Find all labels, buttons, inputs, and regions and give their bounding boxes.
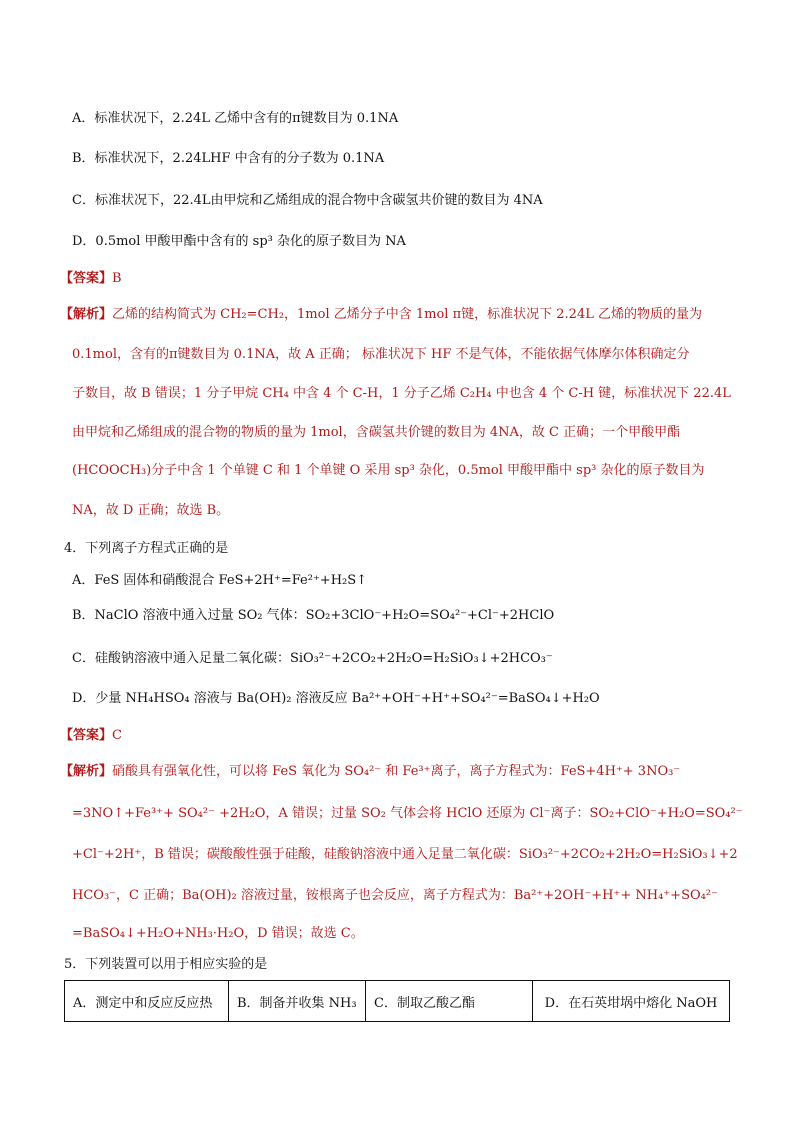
analysis-tag: 【解析】 <box>60 307 113 322</box>
q4-analysis-line-5: =BaSO₄↓+H₂O+NH₃·H₂O，D 错误；故选 C。 <box>72 926 364 941</box>
q3-option-b: B．标准状况下，2.24LHF 中含有的分子数为 0.1NA <box>72 151 385 166</box>
q5-options-table <box>64 980 730 1022</box>
answer-value: C <box>112 728 122 743</box>
q4-option-b: B．NaClO 溶液中通入过量 SO₂ 气体：SO₂+3ClO⁻+H₂O=SO₄²⁻+Cl⁻+2HClO <box>72 608 555 623</box>
q4-answer <box>60 727 122 745</box>
analysis-text: 乙烯的结构简式为 CH₂=CH₂，1mol 乙烯分子中含 1mol π键，标准状况下 2.24L 乙烯的物质的量为 <box>112 307 702 322</box>
q4-option-c: C．硅酸钠溶液中通入足量二氧化碳：SiO₃²⁻+2CO₂+2H₂O=H₂SiO₃↓+2HCO₃⁻ <box>72 651 553 666</box>
q3-option-d: D．0.5mol 甲酸甲酯中含有的 sp³ 杂化的原子数目为 NA <box>72 234 406 249</box>
q4-analysis-line-1 <box>60 763 680 781</box>
q3-analysis-line-3: 子数目，故 B 错误；1 分子甲烷 CH₄ 中含 4 个 C-H，1 分子乙烯 C₂H₄ 中也含 4 个 C-H 键，标准状况下 22.4L <box>72 386 731 401</box>
q4-analysis-line-3: +Cl⁻+2H⁺，B 错误；碳酸酸性强于硅酸，硅酸钠溶液中通入足量二氧化碳：SiO₃²⁻+2CO₂+2H₂O=H₂SiO₃↓+2 <box>72 847 738 862</box>
analysis-tag: 【解析】 <box>60 764 113 779</box>
q3-analysis-line-4: 由甲烷和乙烯组成的混合物的物质的量为 1mol，含碳氢共价键的数目为 4NA，故 C 正确；一个甲酸甲酯 <box>72 425 681 440</box>
q5-cell-d: D．在石英坩埚中熔化 NaOH <box>544 995 718 1011</box>
q4-option-a: A．FeS 固体和硝酸混合 FeS+2H⁺=Fe²⁺+H₂S↑ <box>72 573 368 588</box>
q4-analysis-line-2: =3NO↑+Fe³⁺+ SO₄²⁻ +2H₂O，A 错误；过量 SO₂ 气体会将 HClO 还原为 Cl⁻离子：SO₂+ClO⁻+H₂O=SO₄²⁻ <box>72 806 743 821</box>
q5-cell-a: A．测定中和反应反应热 <box>65 981 229 1021</box>
q4-stem: 4．下列离子方程式正确的是 <box>64 541 229 556</box>
q4-option-d: D．少量 NH₄HSO₄ 溶液与 Ba(OH)₂ 溶液反应 Ba²⁺+OH⁻+H⁺+SO₄²⁻=BaSO₄↓+H₂O <box>72 691 600 706</box>
q3-option-c: C．标准状况下，22.4L由甲烷和乙烯组成的混合物中含碳氢共价键的数目为 4NA <box>72 193 543 208</box>
q5-cell-c: C．制取乙酸乙酯 <box>366 981 533 1021</box>
q3-analysis-line-5: (HCOOCH₃)分子中含 1 个单键 C 和 1 个单键 O 采用 sp³ 杂化，0.5mol 甲酸甲酯中 sp³ 杂化的原子数目为 <box>72 463 705 478</box>
answer-tag: 【答案】 <box>60 271 113 286</box>
q3-option-a: A．标准状况下，2.24L 乙烯中含有的π键数目为 0.1NA <box>72 111 399 126</box>
q3-analysis-line-1 <box>60 306 702 324</box>
answer-value: B <box>112 271 122 286</box>
answer-tag: 【答案】 <box>60 728 113 743</box>
q5-stem: 5．下列装置可以用于相应实验的是 <box>64 957 268 972</box>
q5-cell-b: B．制备并收集 NH₃ <box>229 981 366 1021</box>
q3-analysis-line-2: 0.1mol，含有的π键数目为 0.1NA，故 A 正确； 标准状况下 HF 不是气体，不能依据气体摩尔体积确定分 <box>72 347 690 362</box>
q3-answer <box>60 270 122 288</box>
q4-analysis-line-4: HCO₃⁻，C 正确；Ba(OH)₂ 溶液过量，铵根离子也会反应，离子方程式为：Ba²⁺+2OH⁻+H⁺+ NH₄⁺+SO₄²⁻ <box>72 888 718 903</box>
q3-analysis-line-6: NA，故 D 正确；故选 B。 <box>72 503 230 518</box>
analysis-text: 硝酸具有强氧化性，可以将 FeS 氧化为 SO₄²⁻ 和 Fe³⁺离子，离子方程式为：FeS+4H⁺+ 3NO₃⁻ <box>112 764 681 779</box>
